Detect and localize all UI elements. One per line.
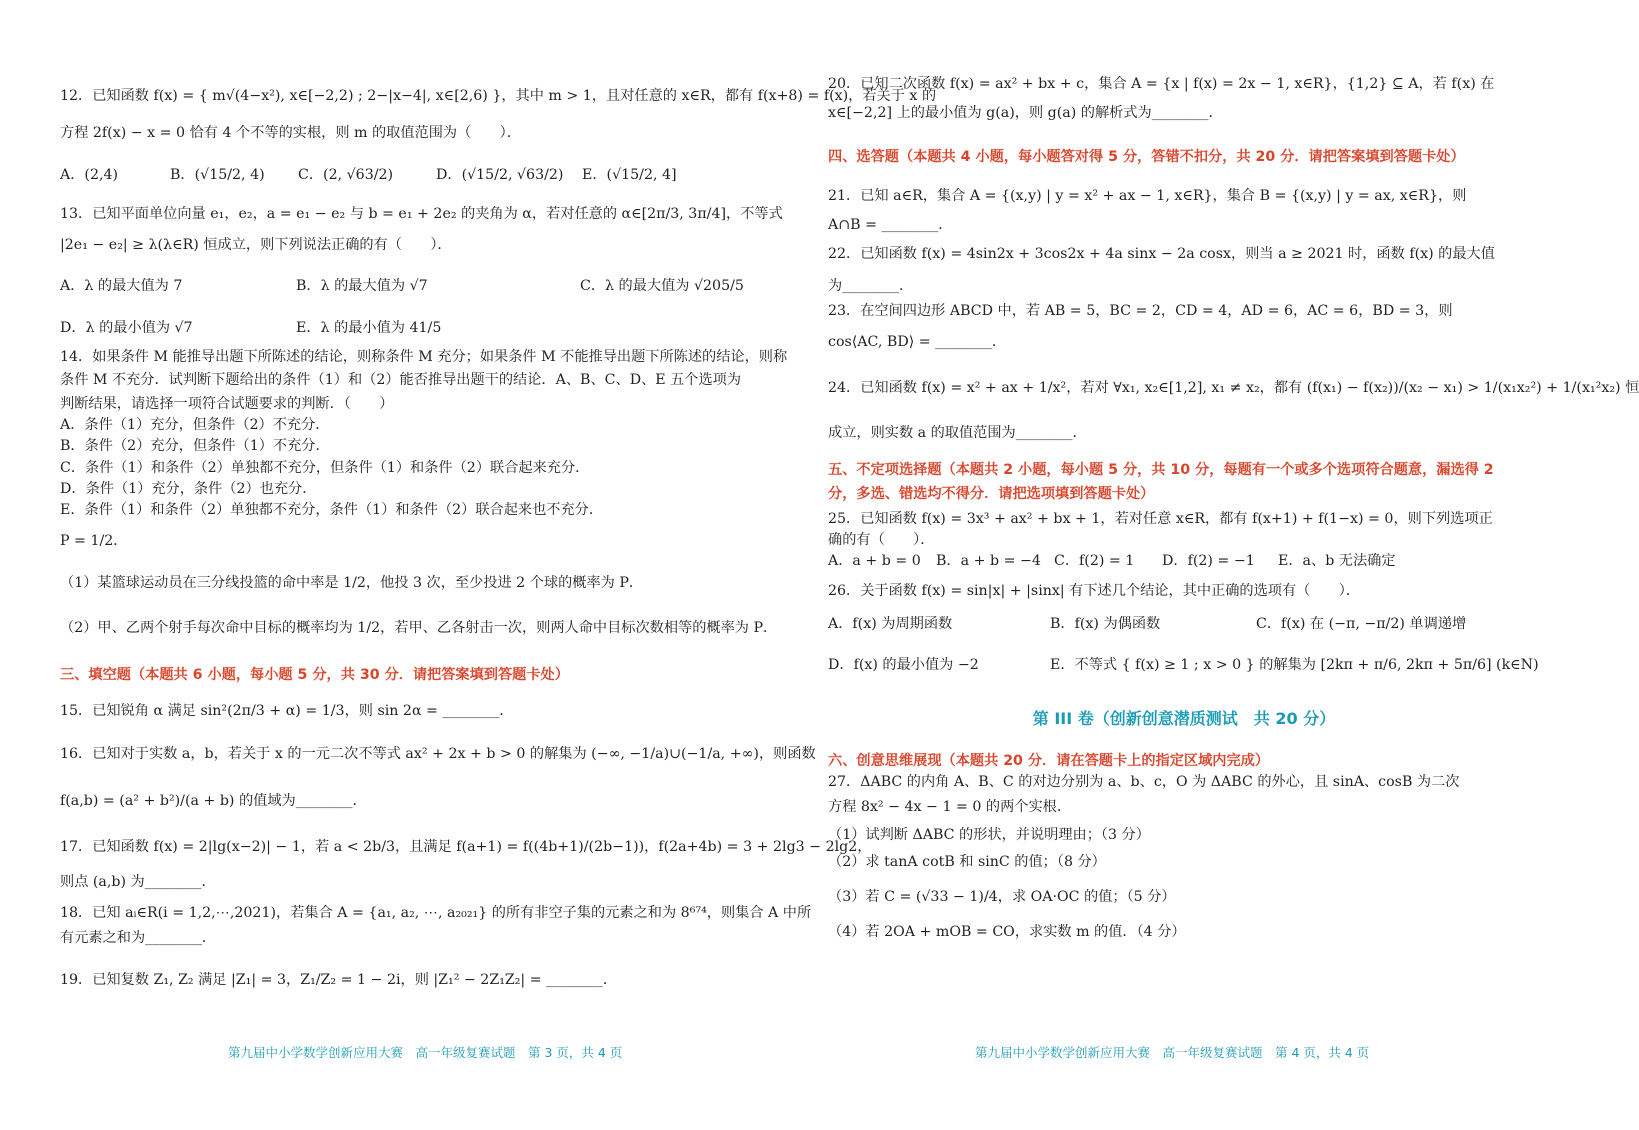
q25-line2: 确的有（ ）．	[828, 532, 935, 549]
q26-line1: 26．关于函数 f(x) = sin|x| + |sinx| 有下述几个结论，其中正确的选项有（ ）．	[828, 582, 1361, 599]
q14-option-c: C．条件（1）和条件（2）单独都不充分，但条件（1）和条件（2）联合起来充分．	[60, 459, 590, 476]
q25-line1: 25．已知函数 f(x) = 3x³ + ax² + bx + 1，若对任意 x∈R，都有 f(x+1) + f(1−x) = 0，则下列选项正	[828, 510, 1493, 527]
q24-line2: 成立，则实数 a 的取值范围为________．	[828, 424, 1087, 441]
q26-options-row2	[828, 655, 1540, 676]
q27-part-1: （1）试判断 ΔABC 的形状，并说明理由；（3 分）	[828, 826, 1150, 843]
page-4-column	[828, 74, 1639, 944]
q14-option-e: E．条件（1）和条件（2）单独都不充分，条件（1）和条件（2）联合起来也不充分．	[60, 502, 604, 519]
q19: 19．已知复数 Z₁, Z₂ 满足 |Z₁| = 3，Z₁/Z₂ = 1 − 2i，则 |Z₁² − 2Z₁Z₂| = ________．	[60, 971, 618, 988]
q13-option-c: C．λ 的最大值为 √205/5	[580, 278, 744, 295]
section-5-title-line1: 五、不定项选择题（本题共 2 小题，每小题 5 分，共 10 分，每题有一个或多个选项符合题意，漏选得 2	[828, 462, 1494, 479]
q26-option-b: B．f(x) 为偶函数	[1050, 616, 1161, 633]
q12-option-c: C．(2, √63/2)	[298, 166, 394, 183]
q24-line1: 24．已知函数 f(x) = x² + ax + 1/x²，若对 ∀x₁, x₂∈[1,2], x₁ ≠ x₂，都有 (f(x₁) − f(x₂))/(x₂ − x₁) > 1/(x₁x₂²) + 1/(x₁²x₂) 恒	[828, 379, 1639, 396]
q27-line1: 27．ΔABC 的内角 A、B、C 的对边分别为 a、b、c，O 为 ΔABC 的外心，且 sinA、cosB 为二次	[828, 773, 1460, 790]
q12-option-e: E．(√15/2, 4]	[582, 166, 677, 183]
q26-option-e: E．不等式 { f(x) ≥ 1 ; x > 0 } 的解集为 [2kπ + π/6, 2kπ + 5π/6] (k∈N)	[1050, 657, 1539, 674]
q14-line3: 判断结果，请选择一项符合试题要求的判断．（ ）	[60, 395, 394, 412]
q12-line1: 12．已知函数 f(x) = { m√(4−x²), x∈[−2,2) ; 2−|x−4|, x∈[2,6) }，其中 m > 1，且对任意的 x∈R，都有 f(x+8) = f(x)，若关于 x 的	[60, 88, 937, 104]
q25-options	[828, 551, 1540, 572]
section-3-title: 三、填空题（本题共 6 小题，每小题 5 分，共 30 分．请把答案填到答题卡处）	[60, 667, 569, 684]
q13-options-row2	[60, 318, 780, 339]
q25-option-b: B．a + b = −4	[936, 553, 1041, 570]
volume-3-title: 第 III 卷（创新创意潜质测试 共 20 分）	[1032, 708, 1336, 728]
q13-option-d: D．λ 的最小值为 √7	[60, 319, 193, 336]
q14-option-a: A．条件（1）充分，但条件（2）不充分．	[60, 416, 330, 433]
q27-line2: 方程 8x² − 4x − 1 = 0 的两个实根．	[828, 799, 1072, 816]
q18-line1: 18．已知 aᵢ∈R(i = 1,2,⋯,2021)，若集合 A = {a₁, a₂, ⋯, a₂₀₂₁} 的所有非空子集的元素之和为 8⁶⁷⁴，则集合 A 中所	[60, 905, 812, 922]
q26-option-a: A．f(x) 为周期函数	[828, 616, 953, 633]
q23-line2: cos⟨AC, BD⟩ = ________．	[828, 334, 1007, 351]
q14-line1: 14．如果条件 M 能推导出题下所陈述的结论，则称条件 M 充分；如果条件 M 不能推导出题下所陈述的结论，则称	[60, 349, 788, 366]
q12-option-a: A．(2,4)	[60, 166, 119, 183]
q23-line1: 23．在空间四边形 ABCD 中，若 AB = 5，BC = 2，CD = 4，AD = 6，AC = 6，BD = 3，则	[828, 303, 1453, 320]
q17-line2: 则点 (a,b) 为________．	[60, 873, 216, 890]
q26-option-c: C．f(x) 在 (−π, −π/2) 单调递增	[1256, 616, 1467, 633]
q18-line2: 有元素之和为________．	[60, 930, 217, 947]
q14-stem: P = 1/2．	[60, 533, 128, 550]
q27-part-2: （2）求 tanA cotB 和 sinC 的值；（8 分）	[828, 853, 1106, 870]
q27-part-4: （4）若 2OA + mOB = CO，求实数 m 的值．（4 分）	[828, 924, 1186, 941]
q12-line2: 方程 2f(x) − x = 0 恰有 4 个不等的实根，则 m 的取值范围为（ ）．	[60, 125, 521, 142]
section-6-title: 六、创意思维展现（本题共 20 分．请在答题卡上的指定区域内完成）	[828, 752, 1270, 769]
q12-option-d: D．(√15/2, √63/2)	[436, 166, 564, 183]
q17-line1: 17．已知函数 f(x) = 2|lg(x−2)| − 1，若 a < 2b/3，且满足 f(a+1) = f((4b+1)/(2b−1))，f(2a+4b) = 3 + 2lg3 − 2lg2，	[60, 838, 872, 855]
q13-option-e: E．λ 的最小值为 41/5	[296, 319, 442, 336]
footer-page-4: 第九届中小学数学创新应用大赛 高一年级复赛试题 第 4 页，共 4 页	[975, 1045, 1370, 1060]
q12-option-b: B．(√15/2, 4)	[170, 166, 265, 183]
q26-option-d: D．f(x) 的最小值为 −2	[828, 657, 979, 674]
q25-option-d: D．f(2) = −1	[1162, 553, 1255, 570]
q27-part-3: （3）若 C = (√33 − 1)/4，求 OA·OC 的值；（5 分）	[828, 889, 1176, 906]
footer-page-3: 第九届中小学数学创新应用大赛 高一年级复赛试题 第 3 页，共 4 页	[228, 1045, 623, 1060]
q16-line2: f(a,b) = (a² + b²)/(a + b) 的值域为________．	[60, 793, 367, 810]
q20-line2: x∈[−2,2] 上的最小值为 g(a)，则 g(a) 的解析式为________．	[828, 105, 1223, 122]
q14-option-b: B．条件（2）充分，但条件（1）不充分．	[60, 438, 330, 455]
q26-options-row1	[828, 614, 1540, 635]
q25-option-a: A．a + b = 0	[828, 553, 921, 570]
q13-option-a: A．λ 的最大值为 7	[60, 278, 183, 295]
q12-options	[60, 165, 780, 186]
q14-line2: 条件 M 不充分．试判断下题给出的条件（1）和（2）能否推导出题干的结论．A、B、C、D、E 五个选项为	[60, 372, 742, 389]
q16-line1: 16．已知对于实数 a，b，若关于 x 的一元二次不等式 ax² + 2x + b > 0 的解集为 (−∞, −1/a)∪(−1/a, +∞)，则函数	[60, 745, 816, 762]
q22-line1: 22．已知函数 f(x) = 4sin2x + 3cos2x + 4a sinx − 2a cosx，则当 a ≥ 2021 时，函数 f(x) 的最大值	[828, 246, 1495, 263]
section-5-title-line2: 分，多选、错选均不得分．请把选项填到答题卡处）	[828, 485, 1155, 502]
q22-line2: 为________．	[828, 277, 914, 294]
q15: 15．已知锐角 α 满足 sin²(2π/3 + α) = 1/3，则 sin 2α = ________．	[60, 702, 514, 719]
q20-line1: 20．已知二次函数 f(x) = ax² + bx + c，集合 A = {x | f(x) = 2x − 1, x∈R}，{1,2} ⊆ A，若 f(x) 在	[828, 76, 1495, 92]
q25-option-c: C．f(2) = 1	[1054, 553, 1135, 570]
q13-options-row1	[60, 276, 780, 297]
q13-line2: |2e₁ − e₂| ≥ λ(λ∈R) 恒成立，则下列说法正确的有（ ）．	[60, 237, 452, 254]
q13-option-b: B．λ 的最大值为 √7	[296, 278, 428, 295]
q21-line1: 21．已知 a∈R，集合 A = {(x,y) | y = x² + ax − 1, x∈R}，集合 B = {(x,y) | y = ax, x∈R}，则	[828, 187, 1467, 204]
q13-line1: 13．已知平面单位向量 e₁，e₂，a = e₁ − e₂ 与 b = e₁ + 2e₂ 的夹角为 α，若对任意的 α∈[2π/3, 3π/4]，不等式	[60, 205, 783, 222]
q21-line2: A∩B = ________．	[828, 217, 953, 234]
q14-option-d: D．条件（1）充分，条件（2）也充分．	[60, 480, 317, 497]
q14-condition-1: （1）某篮球运动员在三分线投篮的命中率是 1/2，他投 3 次，至少投进 2 个球的概率为 P．	[60, 574, 644, 591]
q14-condition-2: （2）甲、乙两个射手每次命中目标的概率均为 1/2，若甲、乙各射击一次，则两人命中目标次数相等的概率为 P．	[60, 620, 778, 637]
q25-option-e: E．a、b 无法确定	[1278, 553, 1396, 570]
section-4-title: 四、选答题（本题共 4 小题，每小题答对得 5 分，答错不扣分，共 20 分．请把答案填到答题卡处）	[828, 148, 1465, 165]
